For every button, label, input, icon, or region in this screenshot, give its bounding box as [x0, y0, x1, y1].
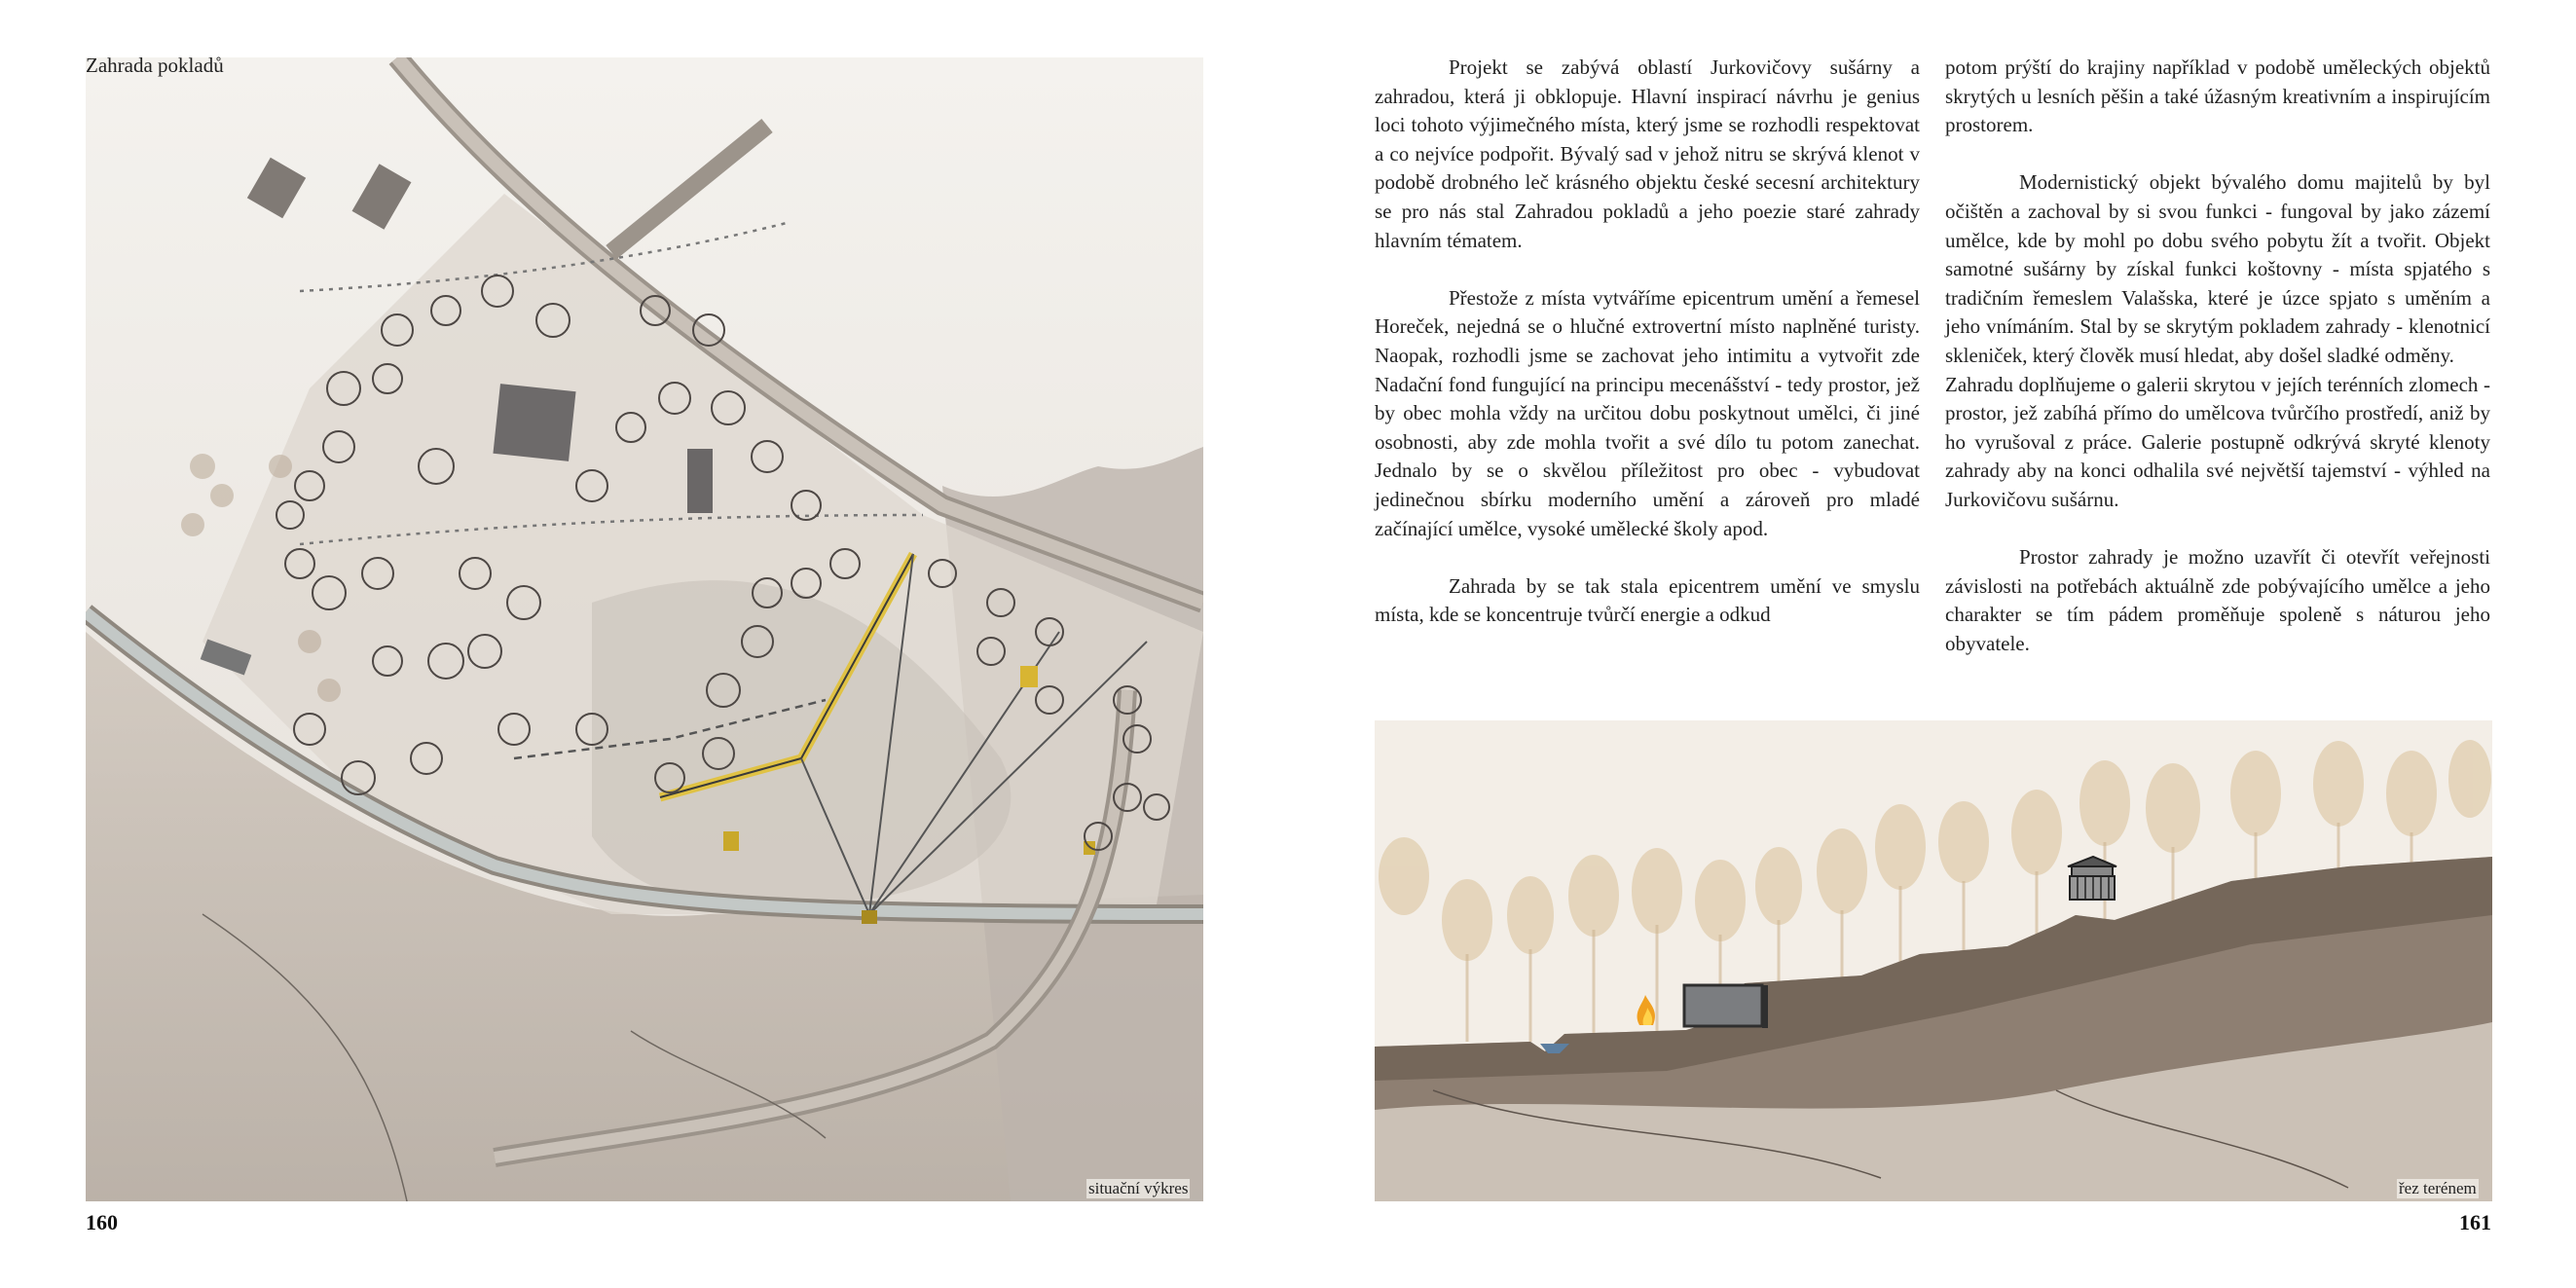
text-column-2 — [1945, 54, 2490, 658]
paragraph: Modernistický objekt bývalého domu majitelů by byl očištěn a zachoval by si svou funkci - fungoval by jako zázemí umělce, kde by mohl po dobu svého pobytu žít a tvořit. Objekt samotné sušárny by získal funkci koštovny - místa spjatého s tradičním řemeslem Valašska, které je úzce spjato s uměním a jeho vnímáním. Stal by se skrytým pokladem zahrady - klenotnicí skleniček, který člověk musí hledat, aby došel sladké odměny. — [1945, 170, 2490, 367]
site-plan-drawing — [86, 57, 1203, 1201]
chapter-title: Zahrada pokladů — [86, 54, 224, 77]
terrain-section-drawing — [1375, 720, 2492, 1201]
paragraph: Zahrada by se tak stala epicentrem umění ve smyslu místa, kde se koncentruje tvůrčí energie a odkud — [1375, 573, 1920, 627]
paragraph: Projekt se zabývá oblastí Jurkovičovy sušárny a zahradou, která ji obklopuje. Hlavní inspirací návrhu je genius loci tohoto výjimečného místa, který jsme se rozhodli respektovat a co nejvíce podpořit. Bývalý sad v jehož nitru se skrývá klenot v podobě drobného leč krásného objektu české secesní architektury se pro nás stal Zahradou pokladů a jeho poezie staré zahrady hlavním tématem. — [1375, 55, 1920, 252]
paragraph: potom prýští do krajiny například v podobě uměleckých objektů skrytých u lesních pěšin a také úžasným kreativním a inspirujícím prostorem. — [1945, 55, 2490, 137]
terrain-section-illustration — [1375, 720, 2492, 1201]
site-plan-caption: situační výkres — [1088, 1179, 1189, 1197]
terrain-section-caption: řez terénem — [2399, 1179, 2477, 1197]
page-number-left: 160 — [86, 1210, 118, 1234]
page-number-right: 161 — [2459, 1210, 2491, 1234]
paragraph: Prostor zahrady je možno uzavřít či otevřít veřejnosti závislosti na potřebách aktuálně zde pobývajícího umělce a jeho charakter se tím pádem proměňuje spoleně s náturou jeho obyvatele. — [1945, 545, 2490, 655]
paragraph: Zahradu doplňujeme o galerii skrytou v jejích terénních zlomech - prostor, jež zabíhá přímo do umělcova tvůrčího prostředí, aniž by ho vyrušoval z práce. Galerie postupně odkrývá skryté klenoty zahrady aby na konci odhalila své největší tajemství - výhled na Jurkovičovu sušárnu. — [1945, 372, 2490, 511]
site-plan-illustration — [86, 57, 1203, 1201]
paragraph: Přestože z místa vytváříme epicentrum umění a řemesel Horeček, nejedná se o hlučné extrovertní místo naplněné turisty. Naopak, rozhodli jsme se zachovat jeho intimitu a vytvořit zde Nadační fond fungující na principu mecenášství - tedy prostor, jež by obec mohla vždy na určitou dobu poskytnout umělci, či jiné osobnosti, aby zde mohla tvořit a své dílo tu potom zanechat. Jednalo by se o skvělou příležitost pro obec - vybudovat jedinečnou sbírku moderního umění a zároveň pro mladé začínající umělce, vysoké umělecké školy apod. — [1375, 285, 1920, 540]
text-column-1 — [1375, 54, 1920, 630]
